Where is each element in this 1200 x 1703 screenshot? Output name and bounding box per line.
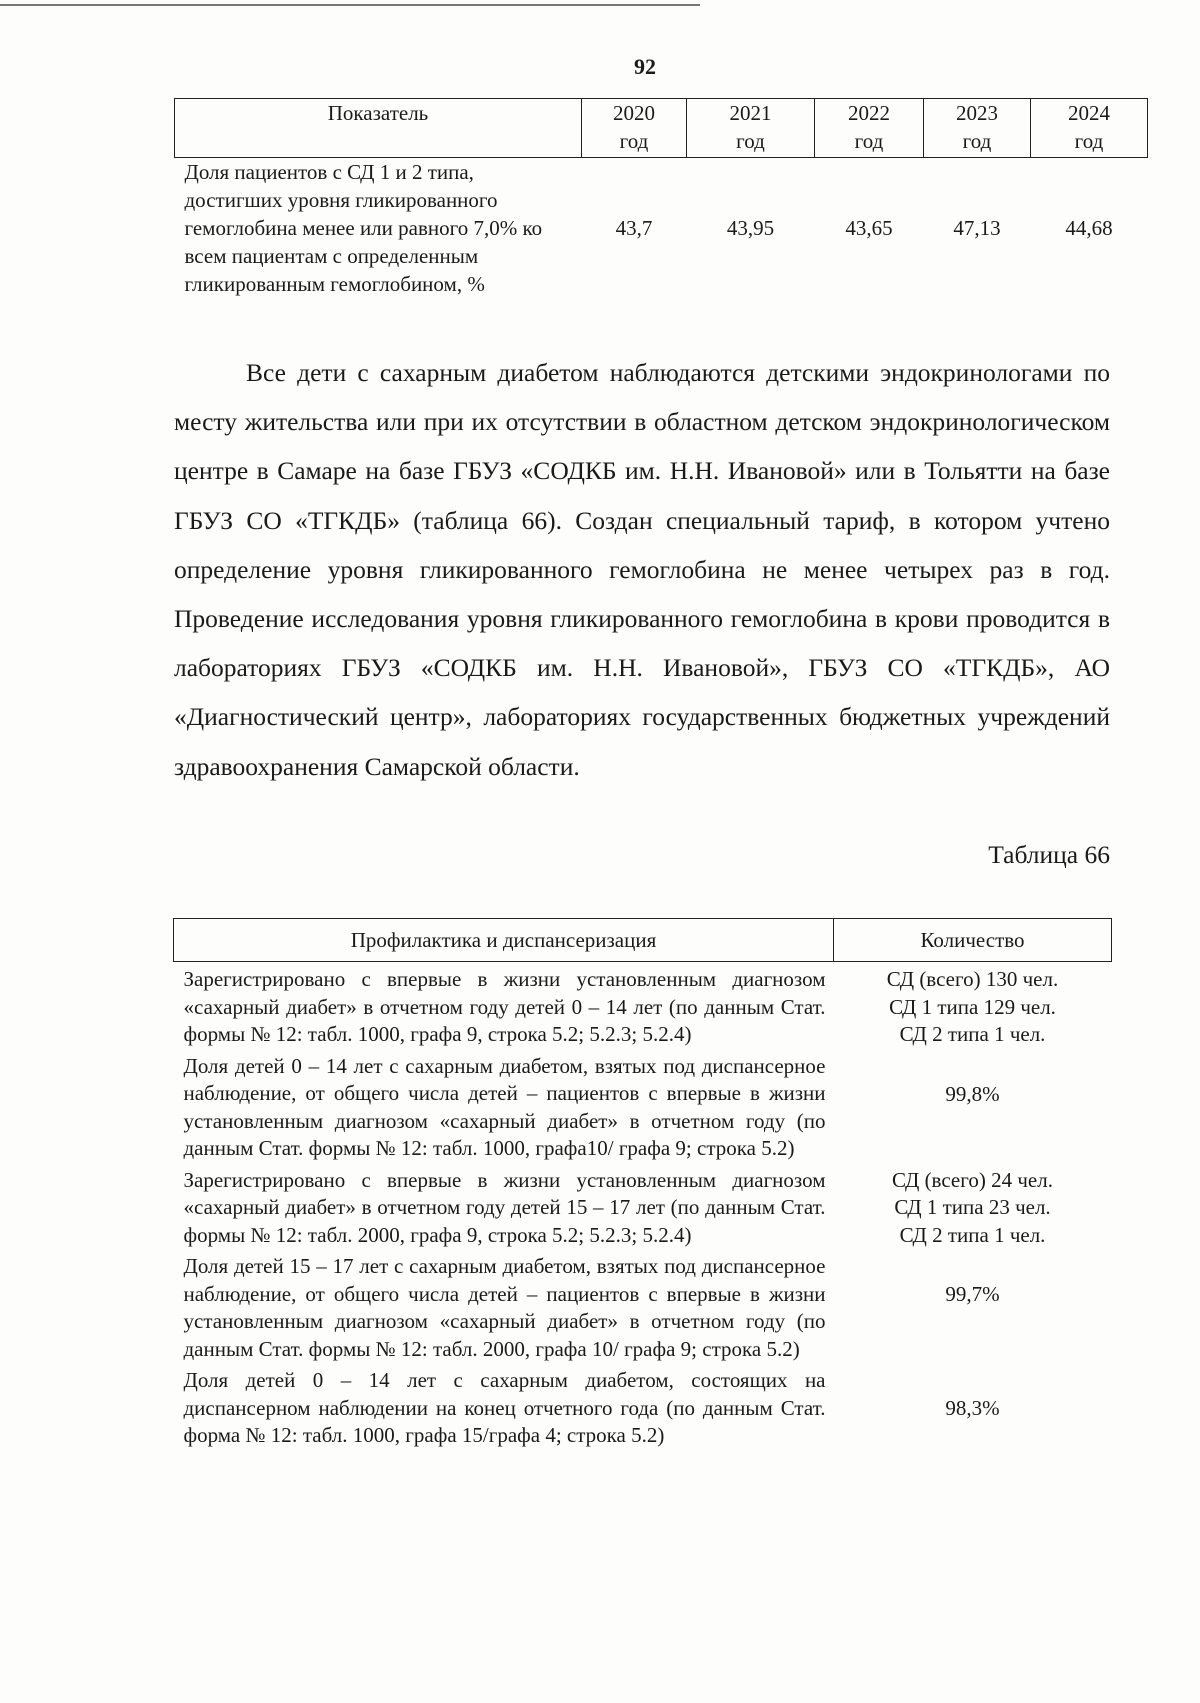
table-row	[174, 1163, 1112, 1250]
quantity-line: СД (всего) 24 чел.	[892, 1167, 1053, 1192]
header-year-2021	[687, 99, 815, 158]
header-indicator: Показатель	[175, 99, 582, 158]
row-description: Зарегистрировано с впервые в жизни установленным диагнозом «сахарный диабет» в отчетном году детей 0 – 14 лет (по данным Стат. формы № 12: табл. 1000, графа 9, строка 5.2; 5.2.3; 5.2.4)	[183, 967, 826, 1046]
quantity-line: СД 2 типа 1 чел.	[899, 1022, 1046, 1046]
header-year-2024	[1031, 99, 1148, 158]
value-2021: 43,95	[726, 215, 775, 240]
year-label: 2020	[613, 101, 655, 125]
value-2022: 43,65	[845, 215, 893, 240]
indicator-table-header	[175, 99, 1148, 158]
table-caption: Таблица 66	[988, 840, 1110, 869]
row-quantity	[834, 1049, 1112, 1163]
quantity-line: СД 1 типа 23 чел.	[894, 1195, 1051, 1219]
year-unit: год	[962, 129, 992, 153]
row-description: Доля детей 0 – 14 лет с сахарным диабетом, состоящих на диспансерном наблюдении на конец отчетного года (по данным Стат. форма № 12: табл. 1000, графа 15/графа 4; строка 5.2)	[183, 1368, 826, 1447]
table-row	[175, 158, 1148, 299]
indicator-table	[174, 98, 1148, 298]
header-quantity: Количество	[834, 919, 1112, 962]
page-number: 92	[634, 54, 656, 79]
quantity-line: 99,7%	[945, 1282, 1000, 1306]
year-unit: год	[619, 129, 649, 153]
quantity-line: СД (всего) 130 чел.	[886, 967, 1059, 991]
year-label: 2024	[1068, 101, 1110, 125]
value-2020: 43,7	[615, 215, 653, 240]
year-label: 2023	[956, 101, 998, 125]
quantity-line: СД 1 типа 129 чел.	[889, 994, 1056, 1019]
table-row	[174, 1049, 1112, 1163]
prevention-table-header	[174, 919, 1112, 962]
quantity-line: 99,8%	[945, 1081, 1000, 1106]
year-label: 2021	[729, 101, 772, 125]
table-row	[174, 1363, 1112, 1450]
year-unit: год	[854, 129, 884, 153]
value-2024: 44,68	[1065, 215, 1113, 240]
body-paragraph: Все дети с сахарным диабетом наблюдаются детскими эндокринологами по месту жительства или при их отсутствии в областном детском эндокринологическом центре в Самаре на базе ГБУЗ «СОДКБ им. Н.Н. Ивановой» или в Тольятти на базе ГБУЗ СО «ТГКДБ» (таблица 66). Создан специальный тариф, в котором учтено определение уровня гликированного гемоглобина не менее четырех раз в год. Проведение исследования уровня гликированного гемоглобина в крови проводится в лабораториях ГБУЗ «СОДКБ им. Н.Н. Ивановой», ГБУЗ СО «ТГКДБ», АО «Диагностический центр», лабораториях государственных бюджетных учреждений здравоохранения Самарской области.	[174, 358, 1110, 781]
row-quantity	[834, 1249, 1112, 1363]
quantity-line: 98,3%	[945, 1396, 1000, 1420]
year-unit: год	[1074, 129, 1104, 153]
row-description: Зарегистрировано с впервые в жизни установленным диагнозом «сахарный диабет» в отчетном году детей 15 – 17 лет (по данным Стат. формы № 12: табл. 2000, графа 9, строка 5.2; 5.2.3; 5.2.4)	[183, 1167, 826, 1247]
row-description: Доля детей 0 – 14 лет с сахарным диабетом, взятых под диспансерное наблюдение, от общего числа детей – пациентов с впервые в жизни установленным диагнозом «сахарный диабет» в отчетном году (по данным Стат. формы № 12: табл. 1000, графа10/ графа 9; строка 5.2)	[183, 1053, 826, 1160]
row-description: Доля детей 15 – 17 лет с сахарным диабетом, взятых под диспансерное наблюдение, от общего числа детей – пациентов с впервые в жизни установленным диагнозом «сахарный диабет» в отчетном году (по данным Стат. формы № 12: табл. 2000, графа 10/ графа 9; строка 5.2)	[183, 1254, 826, 1361]
quantity-line: СД 2 типа 1 чел.	[899, 1222, 1046, 1247]
value-2023: 47,13	[953, 215, 1001, 240]
table-row	[174, 1249, 1112, 1363]
header-year-2020	[582, 99, 687, 158]
prevention-table	[173, 918, 1112, 1450]
row-label: Доля пациентов с СД 1 и 2 типа, достигших уровня гликированного гемоглобина менее или равного 7,0% ко всем пациентам с определенным гликированным гемоглобином, %	[184, 160, 543, 296]
header-year-2023	[924, 99, 1031, 158]
header-prevention: Профилактика и диспансеризация	[174, 919, 834, 962]
row-quantity	[834, 962, 1112, 1049]
top-scan-rule	[0, 4, 700, 6]
table-row	[174, 962, 1112, 1049]
row-quantity	[834, 1163, 1112, 1250]
header-year-2022	[815, 99, 924, 158]
year-unit: год	[736, 129, 765, 153]
row-quantity	[834, 1363, 1112, 1450]
year-label: 2022	[848, 101, 890, 125]
